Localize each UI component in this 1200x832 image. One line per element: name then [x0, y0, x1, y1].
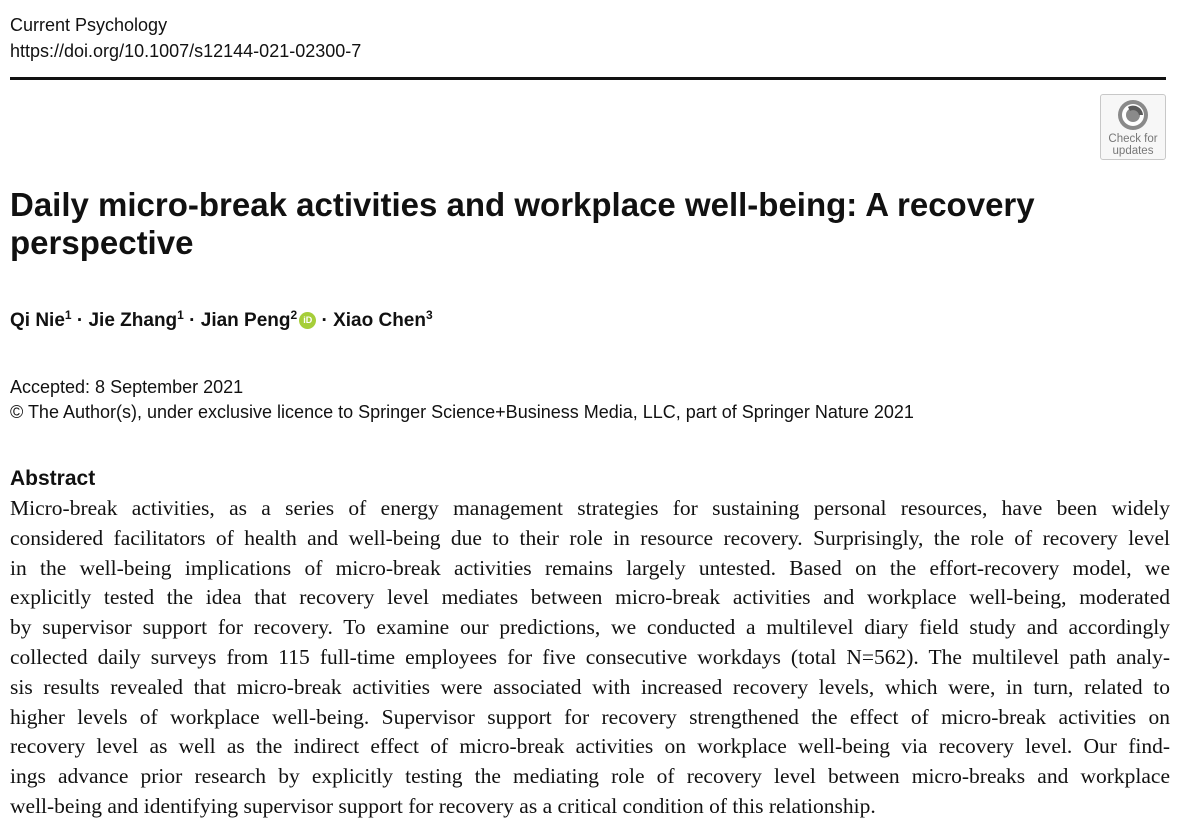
author-affiliation: 1 — [64, 308, 72, 322]
check-for-updates-badge[interactable] — [1100, 94, 1166, 160]
journal-header — [10, 12, 361, 64]
abstract-body — [10, 494, 1170, 822]
abstract-heading: Abstract — [10, 467, 96, 490]
author-name[interactable]: Jian Peng — [200, 310, 291, 331]
badge-line-1: Check for — [1108, 133, 1158, 145]
author-affiliation: 3 — [425, 308, 433, 322]
orcid-icon[interactable]: iD — [299, 312, 316, 329]
abstract-line: recovery level as well as the indirect effect of micro-break activities on workplace well-being via recovery level. Our find- — [10, 734, 1170, 759]
author-affiliation: 2 — [290, 308, 298, 322]
abstract-line: well-being and identifying supervisor support for recovery as a critical condition of this relationship. — [10, 793, 876, 818]
badge-line-2: updates — [1112, 145, 1154, 157]
author-separator: · — [189, 310, 196, 331]
copyright-notice: © The Author(s), under exclusive licence to Springer Science+Business Media, LLC, part of Springer Nature 2021 — [10, 402, 914, 422]
author-affiliation: 1 — [177, 308, 184, 322]
article-title — [10, 186, 1070, 262]
abstract-line: in the well-being implications of micro-break activities remains largely untested. Based on the effort-recovery model, we — [10, 555, 1170, 580]
badge-text — [1101, 133, 1165, 157]
author-name[interactable]: Xiao Chen — [333, 310, 426, 331]
journal-name: Current Psychology — [10, 15, 168, 35]
accepted-date: Accepted: 8 September 2021 — [10, 377, 244, 397]
article-meta — [10, 375, 914, 425]
abstract-line: collected daily surveys from 115 full-time employees for five consecutive workdays (total N=562). The multilevel path analy- — [10, 644, 1170, 669]
doi-link[interactable]: https://doi.org/10.1007/s12144-021-02300-7 — [10, 41, 362, 61]
abstract-line: higher levels of workplace well-being. Supervisor support for recovery strengthened the effect of micro-break activities on — [10, 704, 1170, 729]
abstract-line: explicitly tested the idea that recovery level mediates between micro-break activities and workplace well-being, moderated — [10, 585, 1170, 610]
check-for-updates-icon — [1116, 98, 1150, 132]
abstract-line: sis results revealed that micro-break activities were associated with increased recovery levels, which were, in turn, related to — [10, 674, 1170, 699]
author-separator: · — [76, 310, 84, 331]
abstract-line: considered facilitators of health and well-being due to their role in resource recovery. Surprisingly, the role of recovery level — [10, 525, 1170, 550]
author-name[interactable]: Jie Zhang — [88, 310, 178, 331]
author-list — [10, 306, 433, 336]
abstract-line: Micro-break activities, as a series of energy management strategies for sustaining personal resources, have been widely — [10, 496, 1170, 520]
author-separator: · — [321, 310, 328, 331]
header-divider — [10, 77, 1166, 80]
author-name[interactable]: Qi Nie — [10, 310, 65, 331]
title-line-1: Daily micro-break activities and workplace well-being: A recovery — [10, 186, 1035, 223]
abstract-line: by supervisor support for recovery. To examine our predictions, we conducted a multilevel diary field study and accordingly — [10, 615, 1170, 640]
abstract-line: ings advance prior research by explicitly testing the mediating role of recovery level between micro-breaks and workplace — [10, 764, 1170, 789]
title-line-2: perspective — [10, 224, 194, 261]
